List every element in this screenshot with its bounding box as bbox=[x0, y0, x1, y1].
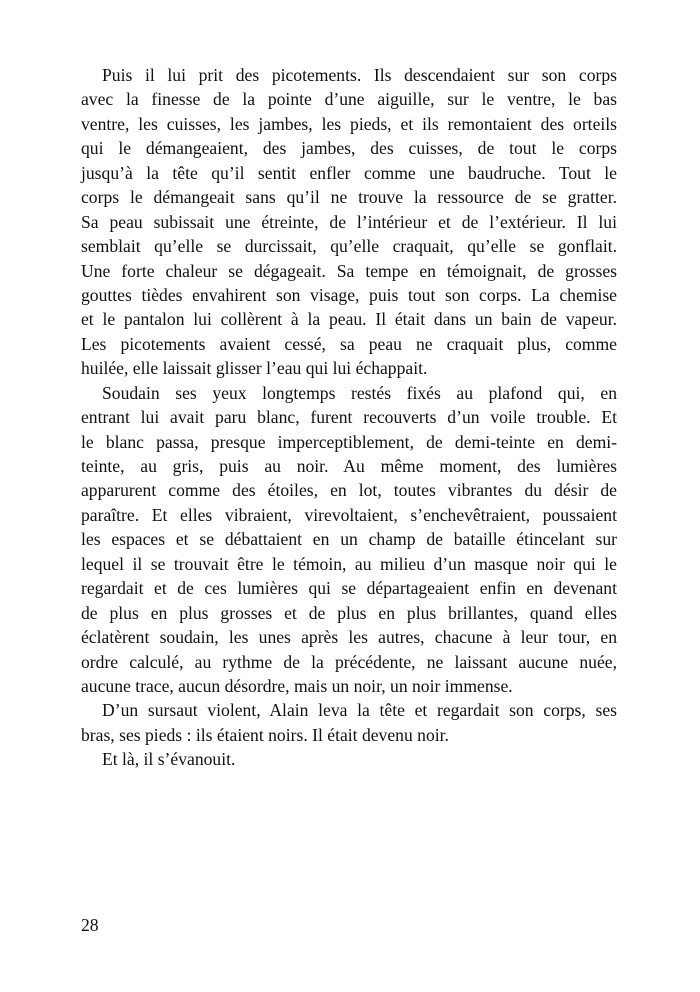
text-line: Puis il lui prit des picotements. Ils descendaient sur son corps bbox=[102, 65, 617, 85]
text-line: Les picotements avaient cessé, sa peau ne craquait plus, comme bbox=[81, 333, 617, 354]
text-line: avec la finesse de la pointe d’une aiguille, sur le ventre, le bas bbox=[81, 89, 617, 110]
text-line: aucune trace, aucun désordre, mais un noir, un noir immense. bbox=[81, 675, 513, 696]
text-line: Soudain ses yeux longtemps restés fixés au plafond qui, en bbox=[102, 382, 617, 403]
text-line: le blanc passa, presque imperceptiblement, de demi-teinte en demi- bbox=[81, 431, 617, 452]
text-line: ventre, les cuisses, les jambes, les pieds, et ils remontaient des orteils bbox=[81, 113, 617, 134]
text-line: semblait qu’elle se durcissait, qu’elle craquait, qu’elle se gonflait. bbox=[81, 236, 617, 257]
text-line: et le pantalon lui collèrent à la peau. Il était dans un bain de vapeur. bbox=[81, 309, 617, 330]
text-line: Une forte chaleur se dégageait. Sa tempe en témoignait, de grosses bbox=[81, 260, 617, 281]
paragraph bbox=[81, 381, 617, 699]
text-line: gouttes tièdes envahirent son visage, puis tout son corps. La chemise bbox=[81, 284, 617, 305]
paragraph bbox=[81, 747, 617, 771]
text-line: les espaces et se débattaient en un champ de bataille étincelant sur bbox=[81, 529, 617, 550]
text-line: éclatèrent soudain, les unes après les autres, chacune à leur tour, en bbox=[81, 627, 617, 648]
text-line: entrant lui avait paru blanc, furent recouverts d’un voile trouble. Et bbox=[81, 407, 617, 428]
text-line: corps le démangeait sans qu’il ne trouve la ressource de se gratter. bbox=[81, 187, 617, 208]
text-line: qui le démangeaient, des jambes, des cuisses, de tout le corps bbox=[81, 138, 617, 159]
paragraph bbox=[81, 63, 617, 381]
text-line: teinte, au gris, puis au noir. Au même moment, des lumières bbox=[81, 456, 617, 476]
text-line: jusqu’à la tête qu’il sentit enfler comme une baudruche. Tout le bbox=[81, 162, 617, 183]
text-line: de plus en plus grosses et de plus en plus brillantes, quand elles bbox=[81, 602, 617, 623]
text-line: regardait et de ces lumières qui se départageaient enfin en devenant bbox=[81, 578, 617, 599]
text-line: lequel il se trouvait être le témoin, au milieu d’un masque noir qui le bbox=[81, 553, 617, 574]
text-line: Et là, il s’évanouit. bbox=[102, 749, 236, 770]
text-line: ordre calculé, au rythme de la précédente, ne laissant aucune nuée, bbox=[81, 651, 617, 672]
text-line: apparurent comme des étoiles, en lot, toutes vibrantes du désir de bbox=[81, 480, 617, 501]
text-line: huilée, elle laissait glisser l’eau qui lui échappait. bbox=[81, 358, 428, 379]
text-line: D’un sursaut violent, Alain leva la tête et regardait son corps, ses bbox=[102, 700, 617, 721]
text-line: Sa peau subissait une étreinte, de l’intérieur et de l’extérieur. Il lui bbox=[81, 211, 617, 232]
paragraph bbox=[81, 698, 617, 747]
text-line: bras, ses pieds : ils étaient noirs. Il était devenu noir. bbox=[81, 724, 449, 745]
page-number: 28 bbox=[81, 915, 99, 935]
body-text bbox=[81, 63, 617, 772]
text-line: paraître. Et elles vibraient, virevoltaient, s’enchevêtraient, poussaient bbox=[81, 504, 617, 525]
